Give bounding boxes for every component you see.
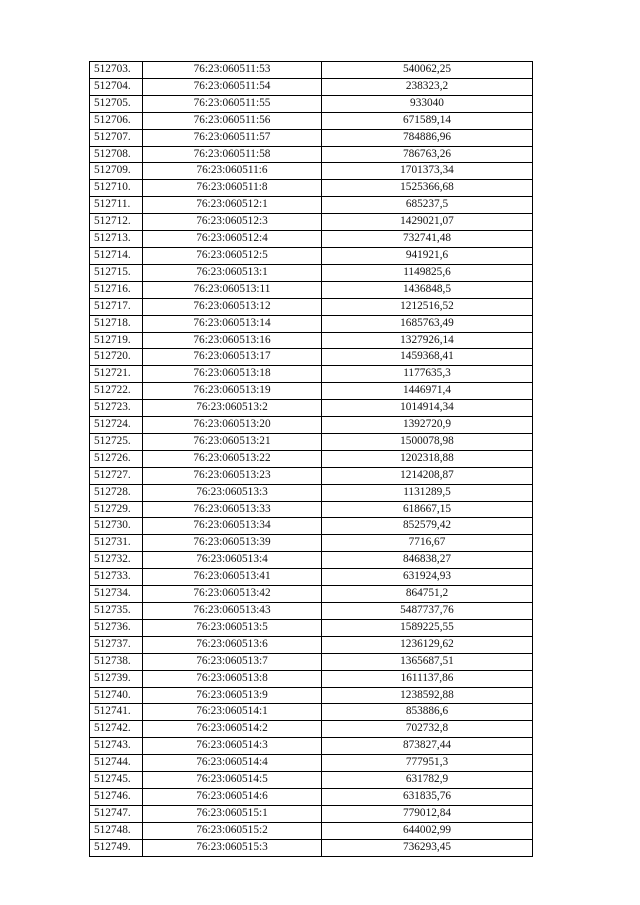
table-row bbox=[90, 450, 533, 467]
row-number-cell: 512742. bbox=[90, 721, 143, 738]
table-row bbox=[90, 349, 533, 366]
table-row bbox=[90, 78, 533, 95]
cadastral-number-cell: 76:23:060513:9 bbox=[143, 687, 322, 704]
cadastral-number-cell: 76:23:060513:16 bbox=[143, 332, 322, 349]
cadastral-number-cell: 76:23:060513:7 bbox=[143, 653, 322, 670]
cadastral-value-cell: 685237,5 bbox=[322, 197, 533, 214]
cadastral-number-cell: 76:23:060514:5 bbox=[143, 772, 322, 789]
row-number-cell: 512707. bbox=[90, 129, 143, 146]
cadastral-number-cell: 76:23:060513:8 bbox=[143, 670, 322, 687]
cadastral-number-cell: 76:23:060513:20 bbox=[143, 417, 322, 434]
row-number-cell: 512728. bbox=[90, 484, 143, 501]
cadastral-value-cell: 777951,3 bbox=[322, 755, 533, 772]
cadastral-number-cell: 76:23:060511:8 bbox=[143, 180, 322, 197]
table-row bbox=[90, 586, 533, 603]
table-row bbox=[90, 484, 533, 501]
table-row bbox=[90, 535, 533, 552]
cadastral-value-cell: 1212516,52 bbox=[322, 298, 533, 315]
row-number-cell: 512719. bbox=[90, 332, 143, 349]
table-row bbox=[90, 197, 533, 214]
cadastral-value-cell: 852579,42 bbox=[322, 518, 533, 535]
cadastral-value-cell: 941921,6 bbox=[322, 247, 533, 264]
table-row bbox=[90, 704, 533, 721]
cadastral-value-cell: 1236129,62 bbox=[322, 636, 533, 653]
table-row bbox=[90, 552, 533, 569]
row-number-cell: 512739. bbox=[90, 670, 143, 687]
table-body bbox=[90, 62, 533, 857]
row-number-cell: 512743. bbox=[90, 738, 143, 755]
cadastral-value-cell: 1131289,5 bbox=[322, 484, 533, 501]
cadastral-number-cell: 76:23:060511:53 bbox=[143, 62, 322, 79]
cadastral-number-cell: 76:23:060513:33 bbox=[143, 501, 322, 518]
cadastral-value-cell: 1238592,88 bbox=[322, 687, 533, 704]
cadastral-value-cell: 732741,48 bbox=[322, 231, 533, 248]
row-number-cell: 512713. bbox=[90, 231, 143, 248]
row-number-cell: 512717. bbox=[90, 298, 143, 315]
row-number-cell: 512744. bbox=[90, 755, 143, 772]
cadastral-number-cell: 76:23:060513:1 bbox=[143, 264, 322, 281]
row-number-cell: 512729. bbox=[90, 501, 143, 518]
cadastral-value-cell: 933040 bbox=[322, 95, 533, 112]
cadastral-number-cell: 76:23:060513:34 bbox=[143, 518, 322, 535]
cadastral-value-cell: 1459368,41 bbox=[322, 349, 533, 366]
cadastral-value-cell: 631835,76 bbox=[322, 788, 533, 805]
table-row bbox=[90, 383, 533, 400]
table-row bbox=[90, 433, 533, 450]
table-row bbox=[90, 467, 533, 484]
row-number-cell: 512740. bbox=[90, 687, 143, 704]
table-row bbox=[90, 180, 533, 197]
row-number-cell: 512749. bbox=[90, 839, 143, 856]
cadastral-number-cell: 76:23:060513:3 bbox=[143, 484, 322, 501]
cadastral-value-cell: 1429021,07 bbox=[322, 214, 533, 231]
table-row bbox=[90, 603, 533, 620]
cadastral-value-cell: 5487737,76 bbox=[322, 603, 533, 620]
table-row bbox=[90, 687, 533, 704]
cadastral-value-cell: 786763,26 bbox=[322, 146, 533, 163]
table-row bbox=[90, 755, 533, 772]
cadastral-number-cell: 76:23:060515:2 bbox=[143, 822, 322, 839]
cadastral-value-cell: 846838,27 bbox=[322, 552, 533, 569]
row-number-cell: 512721. bbox=[90, 366, 143, 383]
cadastral-number-cell: 76:23:060514:3 bbox=[143, 738, 322, 755]
table-row bbox=[90, 518, 533, 535]
cadastral-value-cell: 1392720,9 bbox=[322, 417, 533, 434]
row-number-cell: 512718. bbox=[90, 315, 143, 332]
table-row bbox=[90, 281, 533, 298]
cadastral-value-cell: 1701373,34 bbox=[322, 163, 533, 180]
row-number-cell: 512723. bbox=[90, 400, 143, 417]
cadastral-number-cell: 76:23:060511:56 bbox=[143, 112, 322, 129]
cadastral-value-cell: 540062,25 bbox=[322, 62, 533, 79]
table-row bbox=[90, 129, 533, 146]
table-row bbox=[90, 772, 533, 789]
row-number-cell: 512706. bbox=[90, 112, 143, 129]
table-row bbox=[90, 62, 533, 79]
cadastral-value-cell: 873827,44 bbox=[322, 738, 533, 755]
cadastral-value-cell: 1685763,49 bbox=[322, 315, 533, 332]
cadastral-value-cell: 1327926,14 bbox=[322, 332, 533, 349]
cadastral-number-cell: 76:23:060514:4 bbox=[143, 755, 322, 772]
cadastral-value-cell: 7716,67 bbox=[322, 535, 533, 552]
row-number-cell: 512738. bbox=[90, 653, 143, 670]
cadastral-value-cell: 644002,99 bbox=[322, 822, 533, 839]
table-row bbox=[90, 332, 533, 349]
table-row bbox=[90, 146, 533, 163]
row-number-cell: 512747. bbox=[90, 805, 143, 822]
row-number-cell: 512716. bbox=[90, 281, 143, 298]
cadastral-number-cell: 76:23:060513:5 bbox=[143, 619, 322, 636]
table-row bbox=[90, 400, 533, 417]
row-number-cell: 512737. bbox=[90, 636, 143, 653]
cadastral-number-cell: 76:23:060513:22 bbox=[143, 450, 322, 467]
cadastral-number-cell: 76:23:060511:6 bbox=[143, 163, 322, 180]
cadastral-value-cell: 1589225,55 bbox=[322, 619, 533, 636]
cadastral-value-cell: 1214208,87 bbox=[322, 467, 533, 484]
row-number-cell: 512715. bbox=[90, 264, 143, 281]
cadastral-value-cell: 631782,9 bbox=[322, 772, 533, 789]
cadastral-number-cell: 76:23:060515:1 bbox=[143, 805, 322, 822]
row-number-cell: 512741. bbox=[90, 704, 143, 721]
cadastral-value-cell: 779012,84 bbox=[322, 805, 533, 822]
row-number-cell: 512708. bbox=[90, 146, 143, 163]
row-number-cell: 512727. bbox=[90, 467, 143, 484]
cadastral-number-cell: 76:23:060513:18 bbox=[143, 366, 322, 383]
table-row bbox=[90, 214, 533, 231]
cadastral-value-cell: 736293,45 bbox=[322, 839, 533, 856]
cadastral-number-cell: 76:23:060514:6 bbox=[143, 788, 322, 805]
row-number-cell: 512745. bbox=[90, 772, 143, 789]
cadastral-number-cell: 76:23:060513:12 bbox=[143, 298, 322, 315]
cadastral-number-cell: 76:23:060511:54 bbox=[143, 78, 322, 95]
cadastral-value-cell: 238323,2 bbox=[322, 78, 533, 95]
cadastral-number-cell: 76:23:060512:1 bbox=[143, 197, 322, 214]
table-row bbox=[90, 95, 533, 112]
cadastral-number-cell: 76:23:060512:3 bbox=[143, 214, 322, 231]
cadastral-number-cell: 76:23:060513:6 bbox=[143, 636, 322, 653]
row-number-cell: 512748. bbox=[90, 822, 143, 839]
row-number-cell: 512746. bbox=[90, 788, 143, 805]
cadastral-number-cell: 76:23:060511:58 bbox=[143, 146, 322, 163]
cadastral-value-cell: 1436848,5 bbox=[322, 281, 533, 298]
row-number-cell: 512736. bbox=[90, 619, 143, 636]
table-row bbox=[90, 653, 533, 670]
cadastral-value-cell: 853886,6 bbox=[322, 704, 533, 721]
table-row bbox=[90, 247, 533, 264]
cadastral-number-cell: 76:23:060513:43 bbox=[143, 603, 322, 620]
row-number-cell: 512703. bbox=[90, 62, 143, 79]
table-row bbox=[90, 366, 533, 383]
cadastral-number-cell: 76:23:060512:4 bbox=[143, 231, 322, 248]
table-row bbox=[90, 417, 533, 434]
row-number-cell: 512711. bbox=[90, 197, 143, 214]
table-row bbox=[90, 315, 533, 332]
table-row bbox=[90, 839, 533, 856]
cadastral-number-cell: 76:23:060513:41 bbox=[143, 569, 322, 586]
row-number-cell: 512710. bbox=[90, 180, 143, 197]
cadastral-value-cell: 1500078,98 bbox=[322, 433, 533, 450]
row-number-cell: 512731. bbox=[90, 535, 143, 552]
row-number-cell: 512733. bbox=[90, 569, 143, 586]
cadastral-number-cell: 76:23:060514:2 bbox=[143, 721, 322, 738]
cadastral-value-cell: 631924,93 bbox=[322, 569, 533, 586]
row-number-cell: 512734. bbox=[90, 586, 143, 603]
cadastral-number-cell: 76:23:060511:57 bbox=[143, 129, 322, 146]
cadastral-value-cell: 1202318,88 bbox=[322, 450, 533, 467]
row-number-cell: 512732. bbox=[90, 552, 143, 569]
cadastral-value-cell: 1525366,68 bbox=[322, 180, 533, 197]
cadastral-value-cell: 618667,15 bbox=[322, 501, 533, 518]
row-number-cell: 512726. bbox=[90, 450, 143, 467]
table-row bbox=[90, 738, 533, 755]
cadastral-number-cell: 76:23:060512:5 bbox=[143, 247, 322, 264]
cadastral-number-cell: 76:23:060513:21 bbox=[143, 433, 322, 450]
table-row bbox=[90, 788, 533, 805]
table-row bbox=[90, 805, 533, 822]
row-number-cell: 512712. bbox=[90, 214, 143, 231]
table-row bbox=[90, 636, 533, 653]
cadastral-value-cell: 1177635,3 bbox=[322, 366, 533, 383]
cadastral-value-table bbox=[89, 61, 533, 857]
row-number-cell: 512705. bbox=[90, 95, 143, 112]
cadastral-value-cell: 784886,96 bbox=[322, 129, 533, 146]
row-number-cell: 512704. bbox=[90, 78, 143, 95]
row-number-cell: 512730. bbox=[90, 518, 143, 535]
row-number-cell: 512714. bbox=[90, 247, 143, 264]
table-row bbox=[90, 501, 533, 518]
cadastral-number-cell: 76:23:060513:39 bbox=[143, 535, 322, 552]
cadastral-value-cell: 1446971,4 bbox=[322, 383, 533, 400]
cadastral-number-cell: 76:23:060513:42 bbox=[143, 586, 322, 603]
row-number-cell: 512725. bbox=[90, 433, 143, 450]
table-row bbox=[90, 619, 533, 636]
table-row bbox=[90, 112, 533, 129]
row-number-cell: 512724. bbox=[90, 417, 143, 434]
cadastral-number-cell: 76:23:060513:19 bbox=[143, 383, 322, 400]
cadastral-number-cell: 76:23:060513:23 bbox=[143, 467, 322, 484]
table-row bbox=[90, 670, 533, 687]
cadastral-number-cell: 76:23:060513:11 bbox=[143, 281, 322, 298]
cadastral-number-cell: 76:23:060513:4 bbox=[143, 552, 322, 569]
cadastral-number-cell: 76:23:060513:14 bbox=[143, 315, 322, 332]
table-row bbox=[90, 264, 533, 281]
cadastral-value-cell: 1149825,6 bbox=[322, 264, 533, 281]
cadastral-number-cell: 76:23:060513:2 bbox=[143, 400, 322, 417]
cadastral-value-cell: 1365687,51 bbox=[322, 653, 533, 670]
table-row bbox=[90, 163, 533, 180]
cadastral-value-cell: 1611137,86 bbox=[322, 670, 533, 687]
cadastral-number-cell: 76:23:060511:55 bbox=[143, 95, 322, 112]
row-number-cell: 512722. bbox=[90, 383, 143, 400]
row-number-cell: 512720. bbox=[90, 349, 143, 366]
row-number-cell: 512735. bbox=[90, 603, 143, 620]
table-row bbox=[90, 231, 533, 248]
cadastral-number-cell: 76:23:060513:17 bbox=[143, 349, 322, 366]
cadastral-value-cell: 671589,14 bbox=[322, 112, 533, 129]
cadastral-value-cell: 702732,8 bbox=[322, 721, 533, 738]
cadastral-value-cell: 864751,2 bbox=[322, 586, 533, 603]
row-number-cell: 512709. bbox=[90, 163, 143, 180]
cadastral-value-cell: 1014914,34 bbox=[322, 400, 533, 417]
table-row bbox=[90, 569, 533, 586]
cadastral-number-cell: 76:23:060514:1 bbox=[143, 704, 322, 721]
cadastral-number-cell: 76:23:060515:3 bbox=[143, 839, 322, 856]
table-row bbox=[90, 822, 533, 839]
table-row bbox=[90, 721, 533, 738]
table-row bbox=[90, 298, 533, 315]
